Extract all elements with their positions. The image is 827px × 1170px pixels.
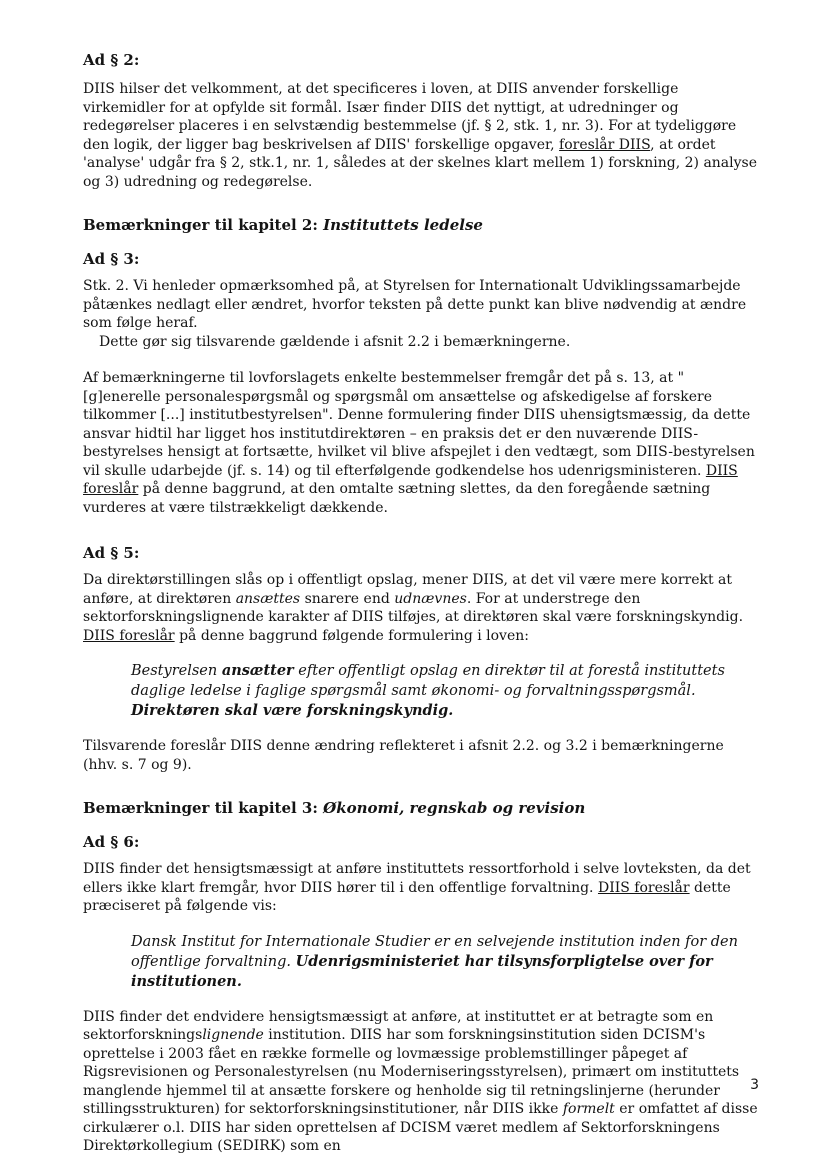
ad3-text-rest: på denne baggrund, at den omtalte sætning slettes, da den foregående sætning vurderes at være tilstrækkeligt dækkende. — [83, 481, 711, 516]
chapter3-title: Økonomi, regnskab og revision — [323, 799, 586, 817]
ad5-quote-bold-2: Direktøren skal være forskningskyndig. — [131, 702, 454, 719]
document-page — [83, 50, 758, 1156]
ad2-text-rest: , at ordet 'analyse' udgår fra § 2, stk.1, nr. 1, således at der skelnes klart mellem 1) forskning, 2) analyse og 3) udredning og redegørelse. — [83, 136, 758, 190]
ad5-paragraph-1 — [83, 571, 758, 645]
ad5-text-d: på denne baggrund følgende formulering i loven: — [174, 627, 529, 644]
ad3-link[interactable]: DIIS foreslår — [83, 462, 738, 497]
ad2-text: DIIS hilser det velkomment, at det specificeres i loven, at DIIS anvender forskellige virkemidler for at opfylde sit formål. Især finder DIIS det nyttigt, at udredninger og redegørelser placeres i en selvstændig bestemmelse (jf. § 2, stk. 1, nr. 3). For at tydeliggøre den logik, der ligger bag beskrivelsen af DIIS' forskellige opgaver, — [83, 81, 737, 153]
ad6-link[interactable]: DIIS foreslår — [597, 879, 690, 896]
ad5-italic-2: udnævnes — [394, 590, 467, 607]
ad5-text-a: Da direktørstillingen slås op i offentligt opslag, mener DIIS, at det vil være mere korrekt at anføre, at direktøren — [83, 572, 733, 607]
section-heading-ad5: Ad § 5: — [83, 544, 140, 562]
ad2-paragraph — [83, 80, 758, 191]
ad2-link[interactable]: foreslår DIIS — [559, 136, 651, 153]
ad5-paragraph-2: Tilsvarende foreslår DIIS denne ændring reflekteret i afsnit 2.2. og 3.2 i bemærkningerne (hhv. s. 7 og 9). — [83, 738, 724, 773]
page-number: 3 — [750, 1077, 759, 1093]
ad5-text-c: . For at understrege den sektorforskningslignende karakter af DIIS tilføjes, at direktøren skal være forskningskyndig. — [83, 590, 744, 625]
section-heading-ad2: Ad § 2: — [83, 51, 140, 69]
section-heading-ad6: Ad § 6: — [83, 833, 140, 851]
ad6-paragraph-1 — [83, 860, 758, 916]
ad6-italic-1: lignende — [202, 1027, 264, 1043]
ad5-text-b: snarere end — [300, 590, 395, 607]
ad6-text-c: er omfattet af disse cirkulærer o.l. DIIS har siden oprettelsen af DCISM været medlem af Sektorforskningens Direktørkollegium (SEDIRK) som en — [83, 1101, 758, 1154]
ad3-text: Af bemærkningerne til lovforslagets enkelte bestemmelser fremgår det på s. 13, at "[g]enerelle personalespørgsmål og spørgsmål om ansættelse og afskedigelse af forskere tilkommer [...] institutbestyrelsen". Denne formulering finder DIIS uhensigtsmæssig, da dette ansvar hidtil har ligget hos institutdirektøren – en praksis det er den nuværende DIIS-bestyrelses hensigt at fortsætte, hvilket vil blive afspejlet i den vedtægt, som DIIS-bestyrelsen vil skulle udarbejde (jf. s. 14) og til efterfølgende godkendelse hos udenrigsministeren. — [83, 370, 755, 479]
ad6-text-a: DIIS finder det endvidere hensigtsmæssigt at anføre, at instituttet er at betragte som en sektorforsknings — [83, 1008, 714, 1043]
chapter2-heading — [83, 215, 758, 235]
ad3-paragraph-2: Dette gør sig tilsvarende gældende i afsnit 2.2 i bemærkningerne. — [99, 333, 571, 350]
ad3-paragraph-1: Stk. 2. Vi henleder opmærksomhed på, at Styrelsen for Internationalt Udviklingssamarbejde påtænkes nedlagt eller ændret, hvorfor teksten på dette punkt kan blive nødvendig at ændre som følge heraf. — [83, 278, 747, 331]
ad6-italic-2: formelt — [562, 1101, 615, 1117]
ad6-text-b: institution. DIIS har som forskningsinstitution siden DCISM's oprettelse i 2003 fået en række formelle og lovmæssige problemstillinger påpeget af Rigsrevisionen og Personalestyrelsen (nu Moderniseringsstyrelsen), primært om instituttets manglende hjemmel til at ansætte forskere og henholde sig til retningslinjerne (herunder stillingsstrukturen) for sektorforskningsinstitutioner, når DIIS ikke — [83, 1027, 740, 1117]
chapter3-prefix: Bemærkninger til kapitel 3: — [83, 799, 318, 817]
chapter2-prefix: Bemærkninger til kapitel 2: — [83, 216, 318, 234]
ad5-link[interactable]: DIIS foreslår — [83, 627, 175, 644]
ad6-paragraph-2 — [83, 1008, 758, 1156]
ad5-quote — [131, 661, 758, 721]
ad6-text: DIIS finder det hensigtsmæssigt at anføre instituttets ressortforhold i selve lovteksten, da det ellers ikke klart fremgår, hvor DIIS hører til i den offentlige forvaltning. — [83, 861, 751, 896]
ad6-quote-bold-1: Udenrigsministeriet har tilsynsforpligtelse over for institutionen. — [131, 952, 713, 990]
ad5-italic-1: ansættes — [235, 590, 301, 607]
chapter3-heading — [83, 798, 758, 818]
ad3-paragraph-3 — [83, 369, 758, 517]
ad5-quote-text-2: efter offentligt opslag en direktør til at forestå instituttets daglige ledelse i faglige spørgsmål samt økonomi- og forvaltningsspørgsmål. — [131, 663, 725, 699]
ad6-text-rest: dette præciseret på følgende vis: — [83, 879, 731, 914]
section-heading-ad3: Ad § 3: — [83, 250, 140, 268]
chapter2-title: Instituttets ledelse — [323, 216, 483, 234]
ad5-quote-text-1: Bestyrelsen — [131, 663, 222, 679]
ad6-quote-text-1: Dansk Institut for Internationale Studier er en selvejende institution inden for den offentlige forvaltning. — [131, 933, 738, 970]
ad6-quote — [131, 932, 758, 992]
ad5-quote-bold-1: ansætter — [221, 662, 294, 679]
